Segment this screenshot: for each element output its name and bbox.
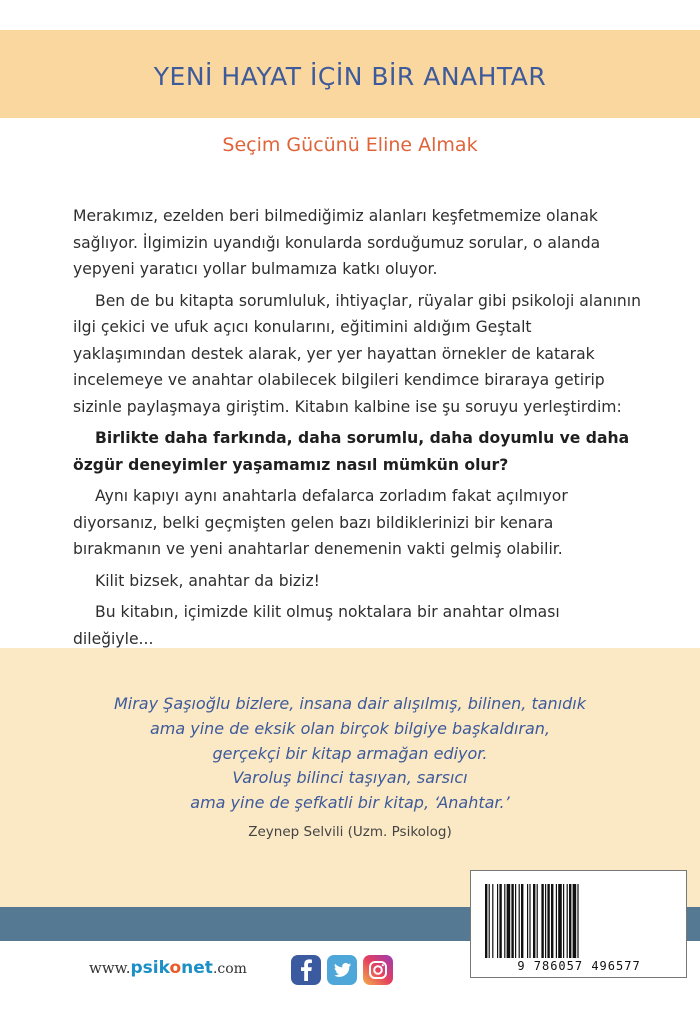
website-prefix: www. <box>89 959 131 977</box>
publisher-website[interactable] <box>89 958 247 978</box>
facebook-icon[interactable] <box>291 955 321 985</box>
endorsement-quote <box>0 692 700 816</box>
back-cover-text <box>73 203 643 657</box>
book-subtitle: Seçim Gücünü Eline Almak <box>222 134 478 156</box>
paragraph-5: Kilit bizsek, anahtar da biziz! <box>95 571 320 590</box>
quote-line: Varoluş bilinci taşıyan, sarsıcı <box>232 768 468 788</box>
paragraph-1: Merakımız, ezelden beri bilmediğimiz alanları keşfetmemize olanak sağlıyor. İlgimizin uyandığı konularda sorduğumuz sorular, o alanda yepyeni yaratıcı yollar bulmamıza katkı oluyor. <box>73 207 601 278</box>
website-tld: .com <box>212 961 247 977</box>
brand-o: o <box>169 958 182 978</box>
barcode <box>470 870 687 978</box>
quote-attribution: Zeynep Selvili (Uzm. Psikolog) <box>248 824 452 840</box>
paragraph-4: Aynı kapıyı aynı anahtarla defalarca zorladım fakat açılmıyor diyorsanız, belki geçmişten gelen bazı bildiklerinizi bir kenara bırakmanın ve yeni anahtarlar denemenin vakti gelmiş olabilir. <box>73 487 568 558</box>
paragraph-6: Bu kitabın, içimizde kilit olmuş noktalara bir anahtar olması dileğiyle... <box>73 603 560 648</box>
isbn-number: 9 786057 496577 <box>517 959 641 973</box>
quote-line: ama yine de eksik olan birçok bilgiye başkaldıran, <box>149 718 551 738</box>
highlight-question: Birlikte daha farkında, daha sorumlu, daha doyumlu ve daha özgür deneyimler yaşamamız nasıl mümkün olur? <box>73 429 630 474</box>
instagram-icon[interactable] <box>363 955 393 985</box>
paragraph-2: Ben de bu kitapta sorumluluk, ihtiyaçlar, rüyalar gibi psikoloji alanının ilgi çekici ve ufuk açıcı konularını, eğitimini aldığım Geştalt yaklaşımından destek alarak, yer yer hayattan örnekler de katarak incelemeye ve anahtar olabilecek bilgileri kendimce biraraya getirip sizinle paylaşmaya giriştim. Kitabın kalbine ise şu soruyu yerleştirdim: <box>73 291 642 416</box>
quote-line: ama yine de şefkatli bir kitap, ‘Anahtar.’ <box>190 793 510 813</box>
quote-line: gerçekçi bir kitap armağan ediyor. <box>212 743 488 763</box>
barcode-bars <box>485 884 671 958</box>
brand-part: psik <box>130 958 170 978</box>
publisher-logo <box>131 958 213 978</box>
quote-line: Miray Şaşıoğlu bizlere, insana dair alışılmış, bilinen, tanıdık <box>113 694 587 713</box>
book-title: YENİ HAYAT İÇİN BİR ANAHTAR <box>153 62 547 91</box>
brand-part: net <box>181 958 213 978</box>
twitter-icon[interactable] <box>327 955 357 985</box>
